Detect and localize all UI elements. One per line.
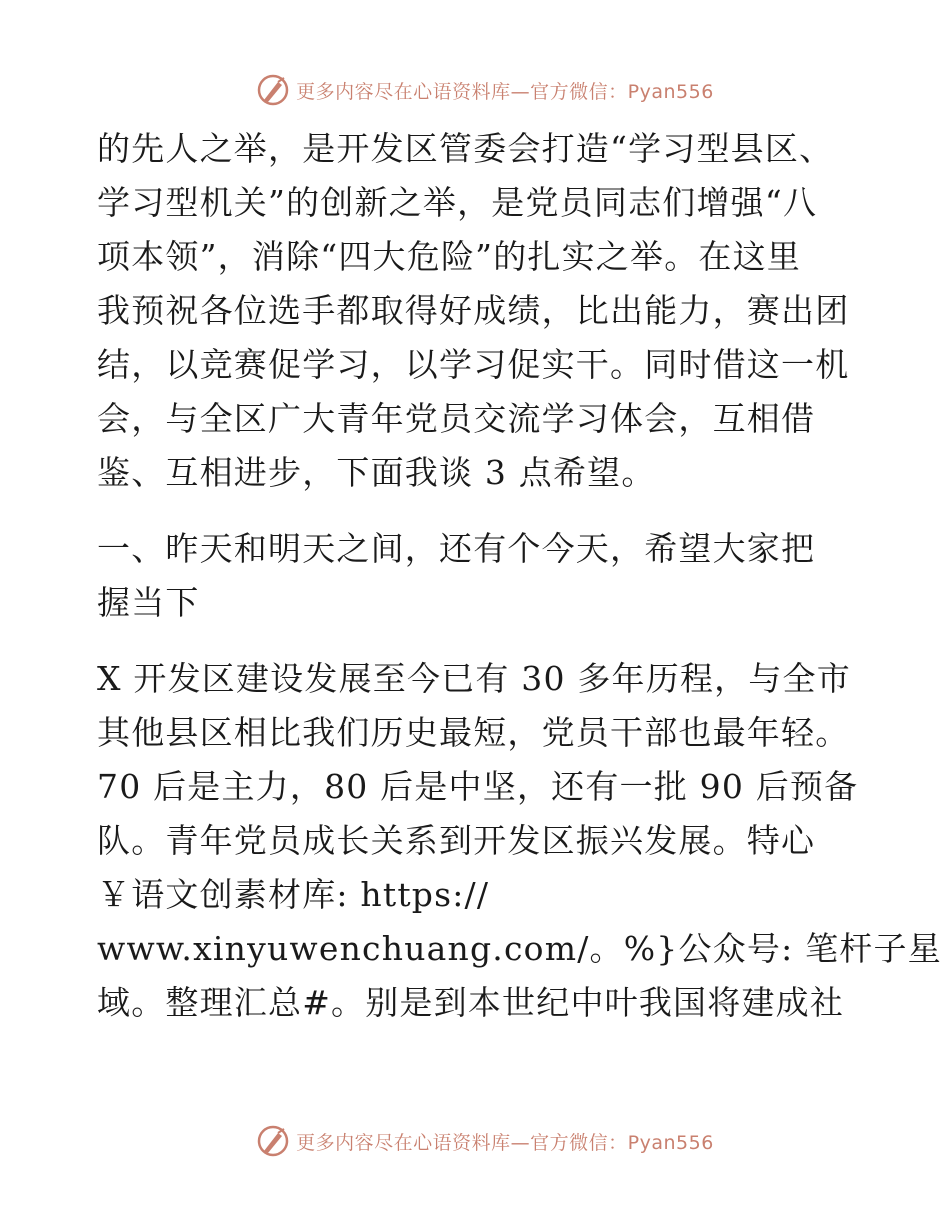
quill-pen-seal-icon <box>256 73 290 107</box>
paragraph <box>97 122 857 500</box>
footer-watermark <box>0 1121 950 1161</box>
header-watermark <box>0 70 950 110</box>
section-heading <box>97 522 857 630</box>
text-line: 结，以竞赛促学习，以学习促实干。同时借这一机 <box>97 345 850 384</box>
text-line: 学习型机关”的创新之举，是党员同志们增强“八 <box>97 183 818 222</box>
text-line: 握当下 <box>97 583 200 622</box>
text-line: 队。青年党员成长关系到开发区振兴发展。特心 <box>97 821 816 860</box>
text-line: 项本领”，消除“四大危险”的扎实之举。在这里 <box>97 237 802 276</box>
text-line: X 开发区建设发展至今已有 30 多年历程，与全市 <box>97 659 851 698</box>
paragraph <box>97 652 942 1030</box>
text-line: 我预祝各位选手都取得好成绩，比出能力，赛出团 <box>97 291 850 330</box>
watermark-text: 更多内容尽在心语资料库—官方微信：Pyan556 <box>296 80 714 103</box>
text-line: www.xinyuwenchuang.com/。%}公众号: 笔杆子星 <box>97 929 942 968</box>
text-line: 70 后是主力，80 后是中坚，还有一批 90 后预备 <box>97 767 859 806</box>
document-body <box>97 122 942 1030</box>
text-line: ￥语文创素材库: https:// <box>97 875 490 914</box>
text-line: 的先人之举，是开发区管委会打造“学习型县区、 <box>97 129 834 168</box>
text-line: 其他县区相比我们历史最短，党员干部也最年轻。 <box>97 713 850 752</box>
text-line: 鉴、互相进步，下面我谈 3 点希望。 <box>97 453 656 492</box>
text-line: 域。整理汇总#。别是到本世纪中叶我国将建成社 <box>97 983 845 1022</box>
text-line: 一、昨天和明天之间，还有个今天，希望大家把 <box>97 529 816 568</box>
quill-pen-seal-icon <box>256 1124 290 1158</box>
watermark-text: 更多内容尽在心语资料库—官方微信：Pyan556 <box>296 1131 714 1154</box>
text-line: 会，与全区广大青年党员交流学习体会，互相借 <box>97 399 816 438</box>
